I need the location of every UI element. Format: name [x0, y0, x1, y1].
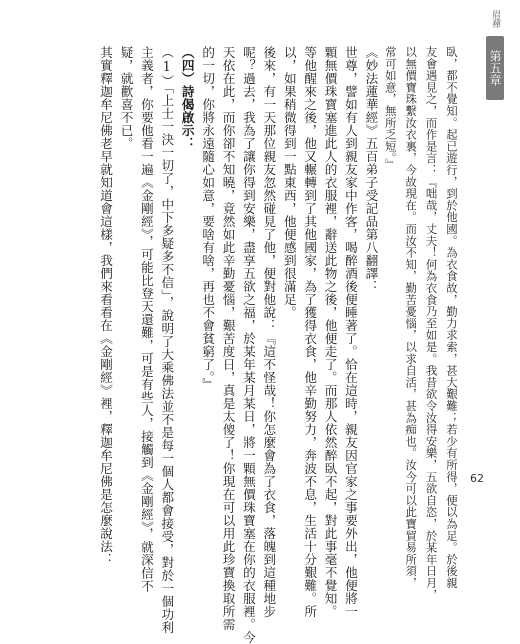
sutra-quote-column: 常可如意，無所乏短。』: [383, 46, 398, 171]
text-column: 顆無價珠寶塞進此人的衣服裡，辭送此物之後，他便走了。而那人依然醉臥不起，對此事毫不覺知。: [322, 46, 338, 618]
text-column: 疑，就歡喜不已。: [118, 46, 134, 150]
sutra-quote-column: 臥，都不覺知。起已遊行，到於他國。為衣食故，勤力求索，甚大艱難；若少有所得，便以為足。於後親: [445, 46, 459, 589]
page-number: 62: [470, 472, 484, 485]
text-column: 以，如果稍微得到一點東西，他便感到很滿足。: [281, 46, 297, 319]
text-column: 的一切，你將永遠隨心如意，要啥有啥，再也不會貧窮了。』: [200, 46, 216, 391]
text-column: 呢？過去，我為了讓你得到安樂，盡享五欲之福，於某年某月某日，將一顆無價珠寶塞在你的衣服裡。今: [240, 46, 256, 644]
text-column: （1）「上士一決一切了，中下多疑多不信」，說明了大乘佛法並不是每一個人都會接受，對於一個功利: [159, 46, 175, 634]
text-column: 等他醒來之後，他又輾轉到了其他國家，為了獲得衣食，他辛勤努力，奔波不息，生活十分艱難。所: [302, 46, 318, 618]
running-header: [476, 0, 520, 150]
sutra-quote-column: 以無價寶珠繫汝衣裏，今故現在。而汝不知，勤苦憂惱，以求自活，甚為痴也。汝今可以此寶貿易所須，: [404, 46, 419, 589]
chapter-badge: 第五章: [486, 36, 504, 100]
text-column: 天依在此，而你卻不知曉，竟然如此辛勤憂惱，艱苦度日，真是太傻了！你現在可以用此珍寶換取所需: [220, 46, 236, 631]
text-column: 其實釋迦牟尼佛老早就知道會這樣，我們來看看在《金剛經》裡，釋迦牟尼佛是怎麼說法：: [98, 46, 114, 566]
text-column: 後來，有一天那位親友忽然碰見了他，便對他說：『這不怪哉！你怎麼會為了衣食，落魄到這種地步: [261, 46, 277, 618]
text-column: 主義者，你要他看一遍《金剛經》，可能比登天還難，可是有些人，接觸到《金剛經》，就深信不: [138, 46, 154, 593]
vertical-text-body: [90, 46, 462, 644]
header-small-label: 眉禪: [490, 10, 500, 28]
section-heading: （四）詩偈啟示：: [179, 46, 195, 150]
sutra-quote-column: 友會遇見之，而作是言：『咄哉，丈夫！何為衣食乃至如是。我昔欲令汝得安樂，五欲自恣，於某年日月，: [424, 46, 439, 601]
text-column: 世尊，譬如有人到親友家中作客，喝醉酒後便睡著了。恰在這時，親友因官家之事要外出，他便將一: [342, 46, 358, 618]
text-column: 《妙法蓮華經》五百弟子受記品第八翻譯：: [363, 46, 379, 293]
